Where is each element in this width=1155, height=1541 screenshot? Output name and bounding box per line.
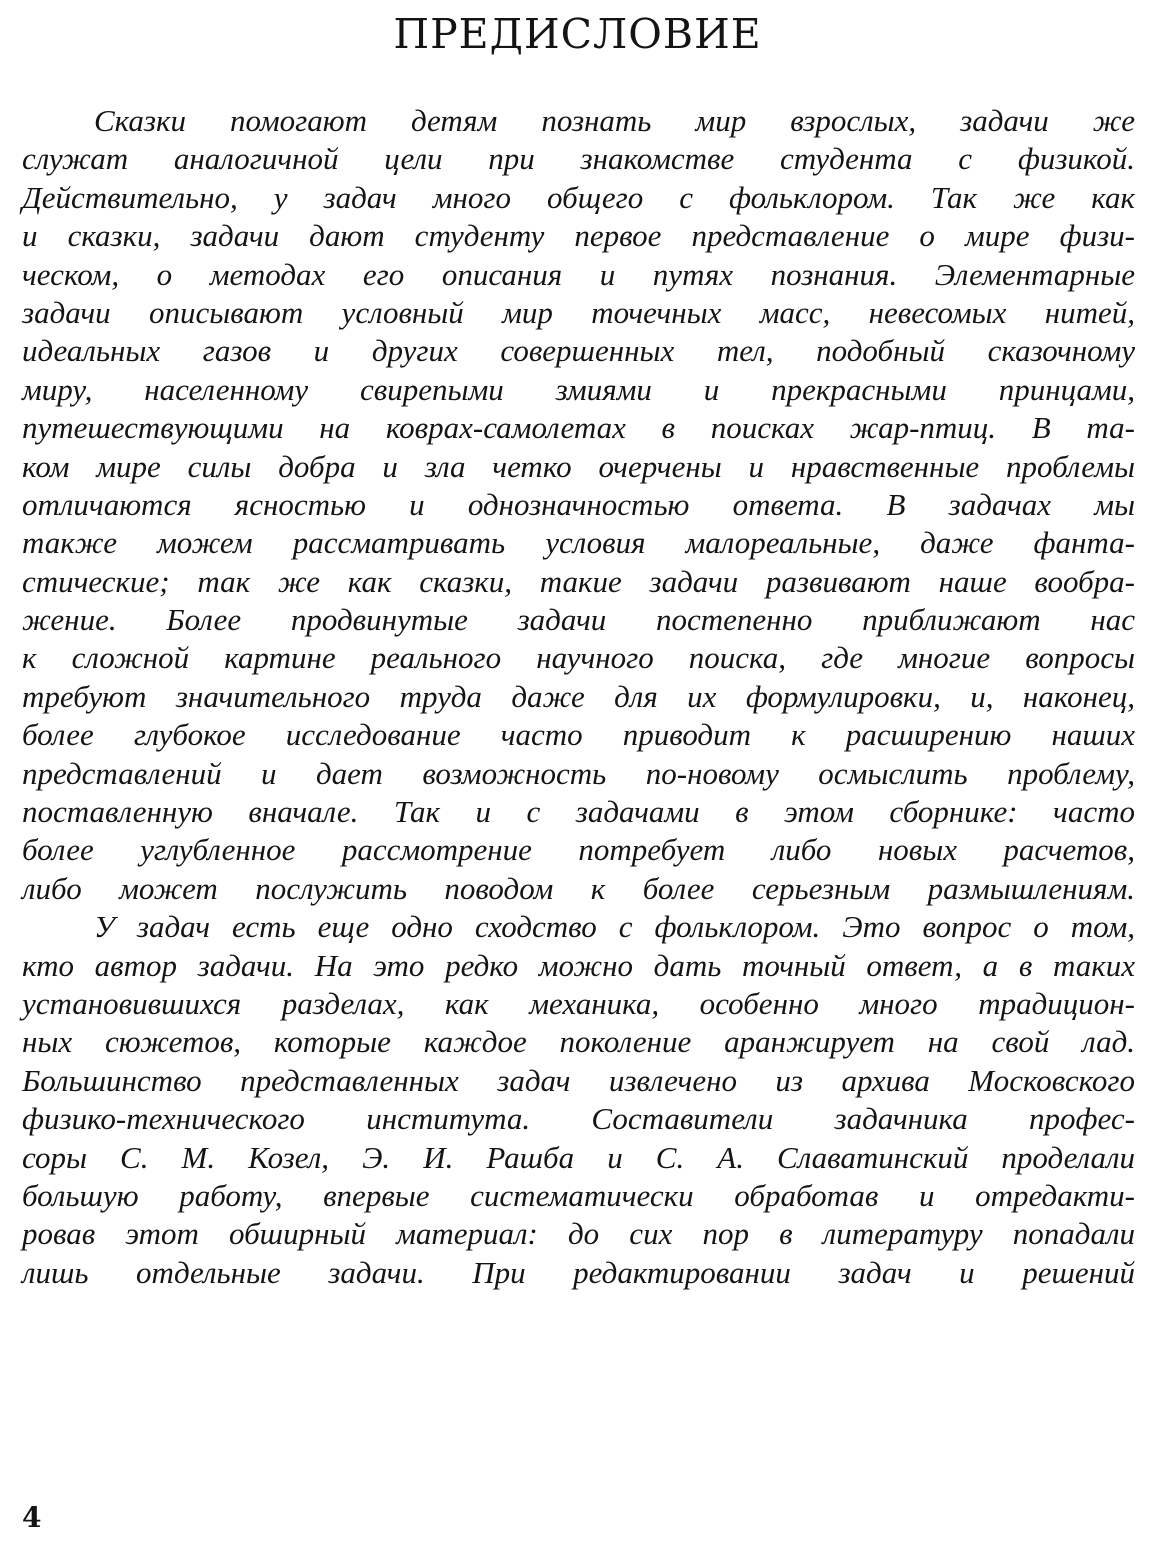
text-line: ровав этот обширный материал: до сих пор в литературу попадали <box>22 1216 1135 1252</box>
text-line: ком мире силы добра и зла четко очерчены и нравственные проблемы <box>22 448 1135 484</box>
text-line: лишь отдельные задачи. При редактировании задач и решений <box>22 1254 1135 1290</box>
text-line: физико-технического института. Составители задачника профес- <box>22 1101 1135 1137</box>
text-line: Сказки помогают детям познать мир взрослых, задачи же <box>94 103 1135 138</box>
text-line: служат аналогичной цели при знакомстве студента с физикой. <box>22 141 1135 177</box>
text-line: Действительно, у задач много общего с фольклором. Так же как <box>22 179 1135 215</box>
page-number: 4 <box>22 1501 42 1534</box>
text-line: ческом, о методах его описания и путях познания. Элементарные <box>22 256 1135 292</box>
text-line: Большинство представленных задач извлечено из архива Московского <box>22 1062 1135 1098</box>
text-line: миру, населенному свирепыми змиями и прекрасными принцами, <box>22 371 1135 407</box>
text-line: задачи описывают условный мир точечных масс, невесомых нитей, <box>22 294 1135 330</box>
text-line: более глубокое исследование часто приводит к расширению наших <box>22 717 1135 753</box>
text-line: стические; так же как сказки, такие задачи развивают наше вообра- <box>22 563 1135 599</box>
text-line: требуют значительного труда даже для их формулировки, и, наконец, <box>22 678 1135 714</box>
text-line: поставленную вначале. Так и с задачами в этом сборнике: часто <box>22 794 1135 830</box>
text-line: и сказки, задачи дают студенту первое представление о мире физи- <box>22 218 1135 254</box>
text-line: жение. Более продвинутые задачи постепенно приближают нас <box>22 602 1135 638</box>
text-line: к сложной картине реального научного поиска, где многие вопросы <box>22 640 1135 676</box>
text-line: отличаются ясностью и однозначностью ответа. В задачах мы <box>22 486 1135 522</box>
text-line: путешествующими на коврах-самолетах в поисках жар-птиц. В та- <box>22 410 1135 446</box>
text-line: либо может послужить поводом к более серьезным размышлениям. <box>22 870 1135 906</box>
text-line: кто автор задачи. На это редко можно дать точный ответ, а в таких <box>22 947 1135 983</box>
preface-text <box>22 102 1135 1292</box>
text-line: также можем рассматривать условия малореальные, даже фанта- <box>22 525 1135 561</box>
text-line: ных сюжетов, которые каждое поколение аранжирует на свой лад. <box>22 1024 1135 1060</box>
text-line: более углубленное рассмотрение потребует либо новых расчетов, <box>22 832 1135 868</box>
page-title: ПРЕДИСЛОВИЕ <box>393 10 762 58</box>
text-line: соры С. М. Козел, Э. И. Рашба и С. А. Славатинский проделали <box>22 1139 1135 1175</box>
text-line: установившихся разделах, как механика, особенно много традицион- <box>22 985 1135 1021</box>
text-line: идеальных газов и других совершенных тел, подобный сказочному <box>22 333 1135 369</box>
text-line: У задач есть еще одно сходство с фольклором. Это вопрос о том, <box>94 909 1135 945</box>
text-line: большую работу, впервые систематически обработав и отредакти- <box>22 1177 1135 1213</box>
text-line: представлений и дает возможность по-новому осмыслить проблему, <box>22 755 1135 791</box>
